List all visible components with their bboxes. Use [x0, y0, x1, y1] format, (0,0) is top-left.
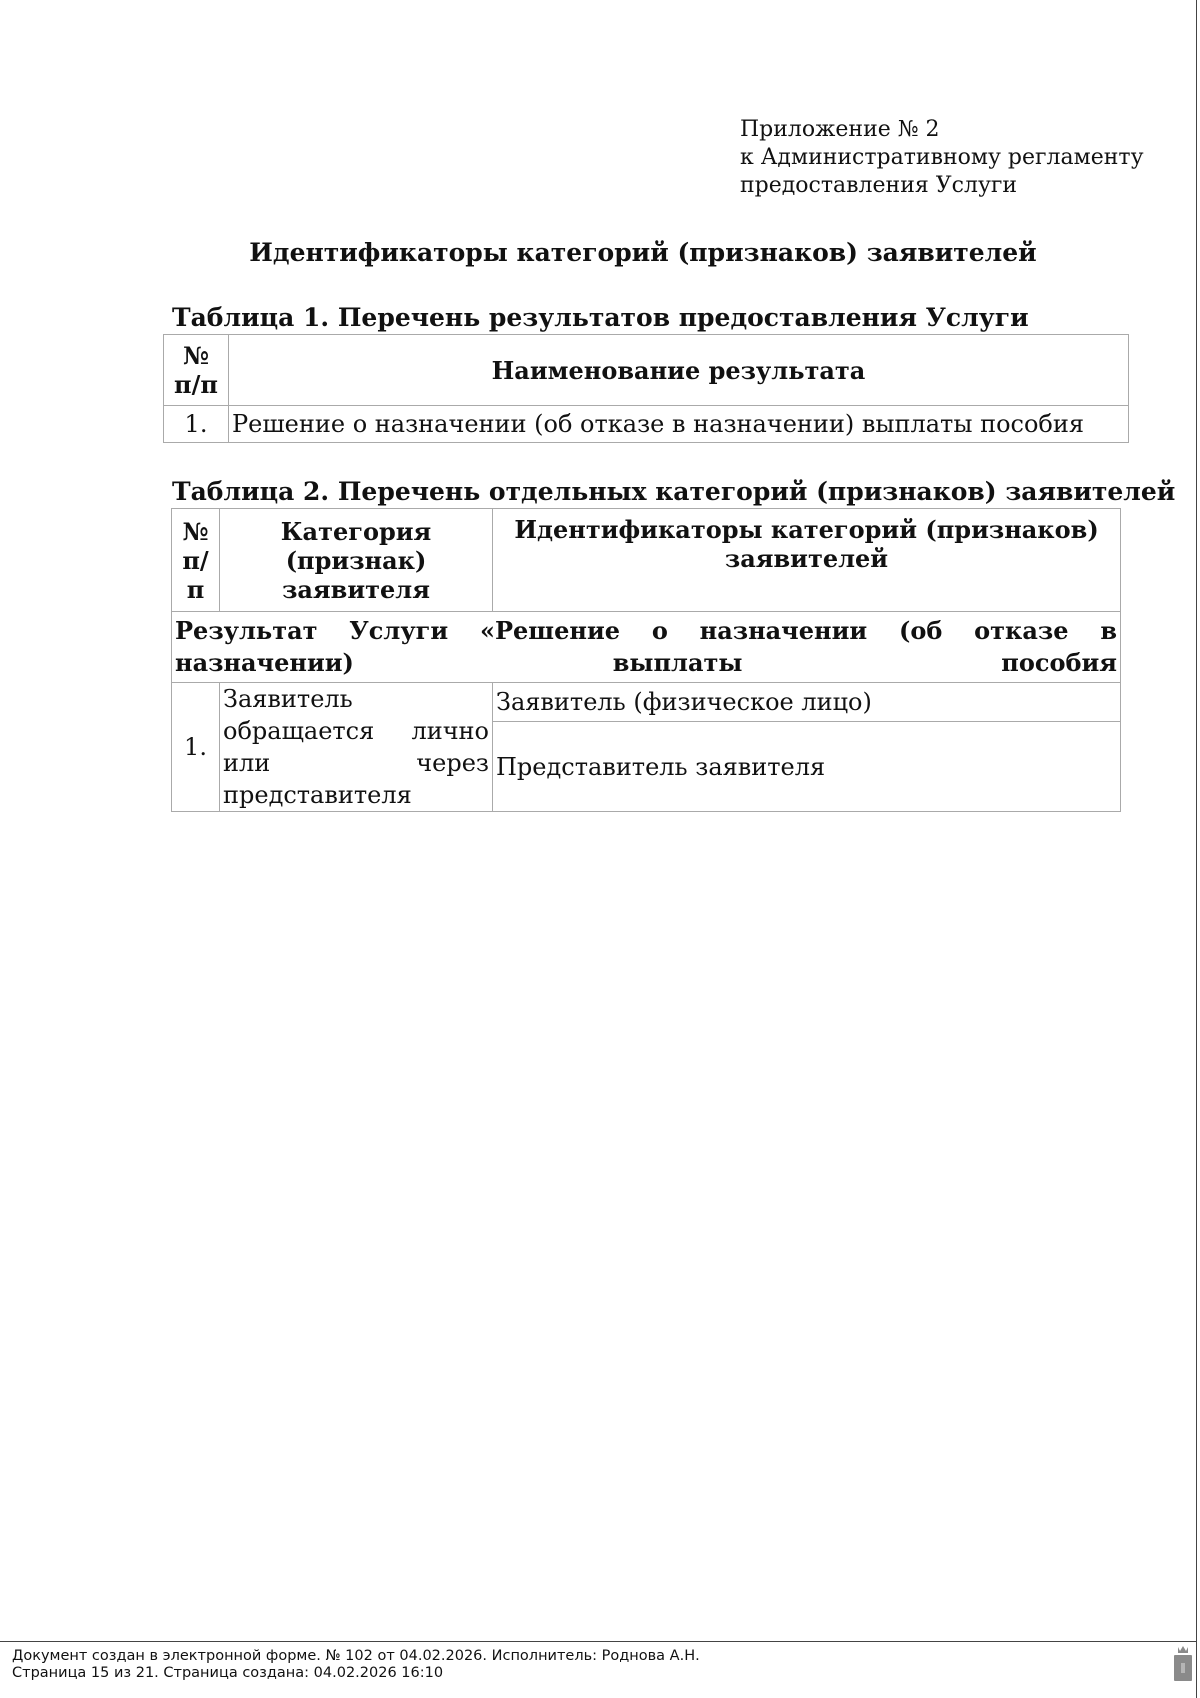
table2-row1-num: 1.	[172, 683, 220, 812]
footer	[12, 1648, 700, 1682]
table-row	[172, 683, 1121, 722]
emblem-icon	[1172, 1645, 1194, 1683]
table2-group-title: Результат Услуги «Решение о назначении (об отказе в назначении) выплаты пособия	[172, 612, 1121, 683]
document-title: Идентификаторы категорий (признаков) заявителей	[249, 238, 1037, 267]
table1-caption: Таблица 1. Перечень результатов предоставления Услуги	[172, 303, 1029, 332]
appendix-line-1: Приложение № 2	[740, 117, 940, 142]
footer-line-2: Страница 15 из 21. Страница создана: 04.02.2026 16:10	[12, 1665, 444, 1681]
table2-row1-identifier-2: Представитель заявителя	[493, 722, 1121, 812]
table1-header-num: № п/п	[164, 335, 229, 406]
table2-row1-category: Заявитель обращается лично или через представителя	[220, 683, 493, 812]
table2-header-num: № п/п	[172, 509, 220, 612]
table1-header-result: Наименование результата	[229, 335, 1129, 406]
results-table	[163, 334, 1129, 443]
table1-row1-num: 1.	[164, 406, 229, 443]
table2-row1-identifier-1: Заявитель (физическое лицо)	[493, 683, 1121, 722]
appendix-note	[740, 116, 1144, 200]
footer-line-1: Документ создан в электронной форме. № 102 от 04.02.2026. Исполнитель: Роднова А.Н.	[12, 1648, 700, 1664]
table1-row1-result: Решение о назначении (об отказе в назначении) выплаты пособия	[229, 406, 1129, 443]
footer-divider	[0, 1641, 1196, 1642]
categories-table	[171, 508, 1121, 812]
table2-header-identifiers: Идентификаторы категорий (признаков) заявителей	[493, 509, 1121, 612]
appendix-line-2: к Административному регламенту	[740, 145, 1144, 170]
table2-header-category: Категория (признак) заявителя	[220, 509, 493, 612]
table-row	[164, 406, 1129, 443]
table2-caption: Таблица 2. Перечень отдельных категорий (признаков) заявителей	[172, 477, 1176, 506]
appendix-line-3: предоставления Услуги	[740, 173, 1018, 198]
